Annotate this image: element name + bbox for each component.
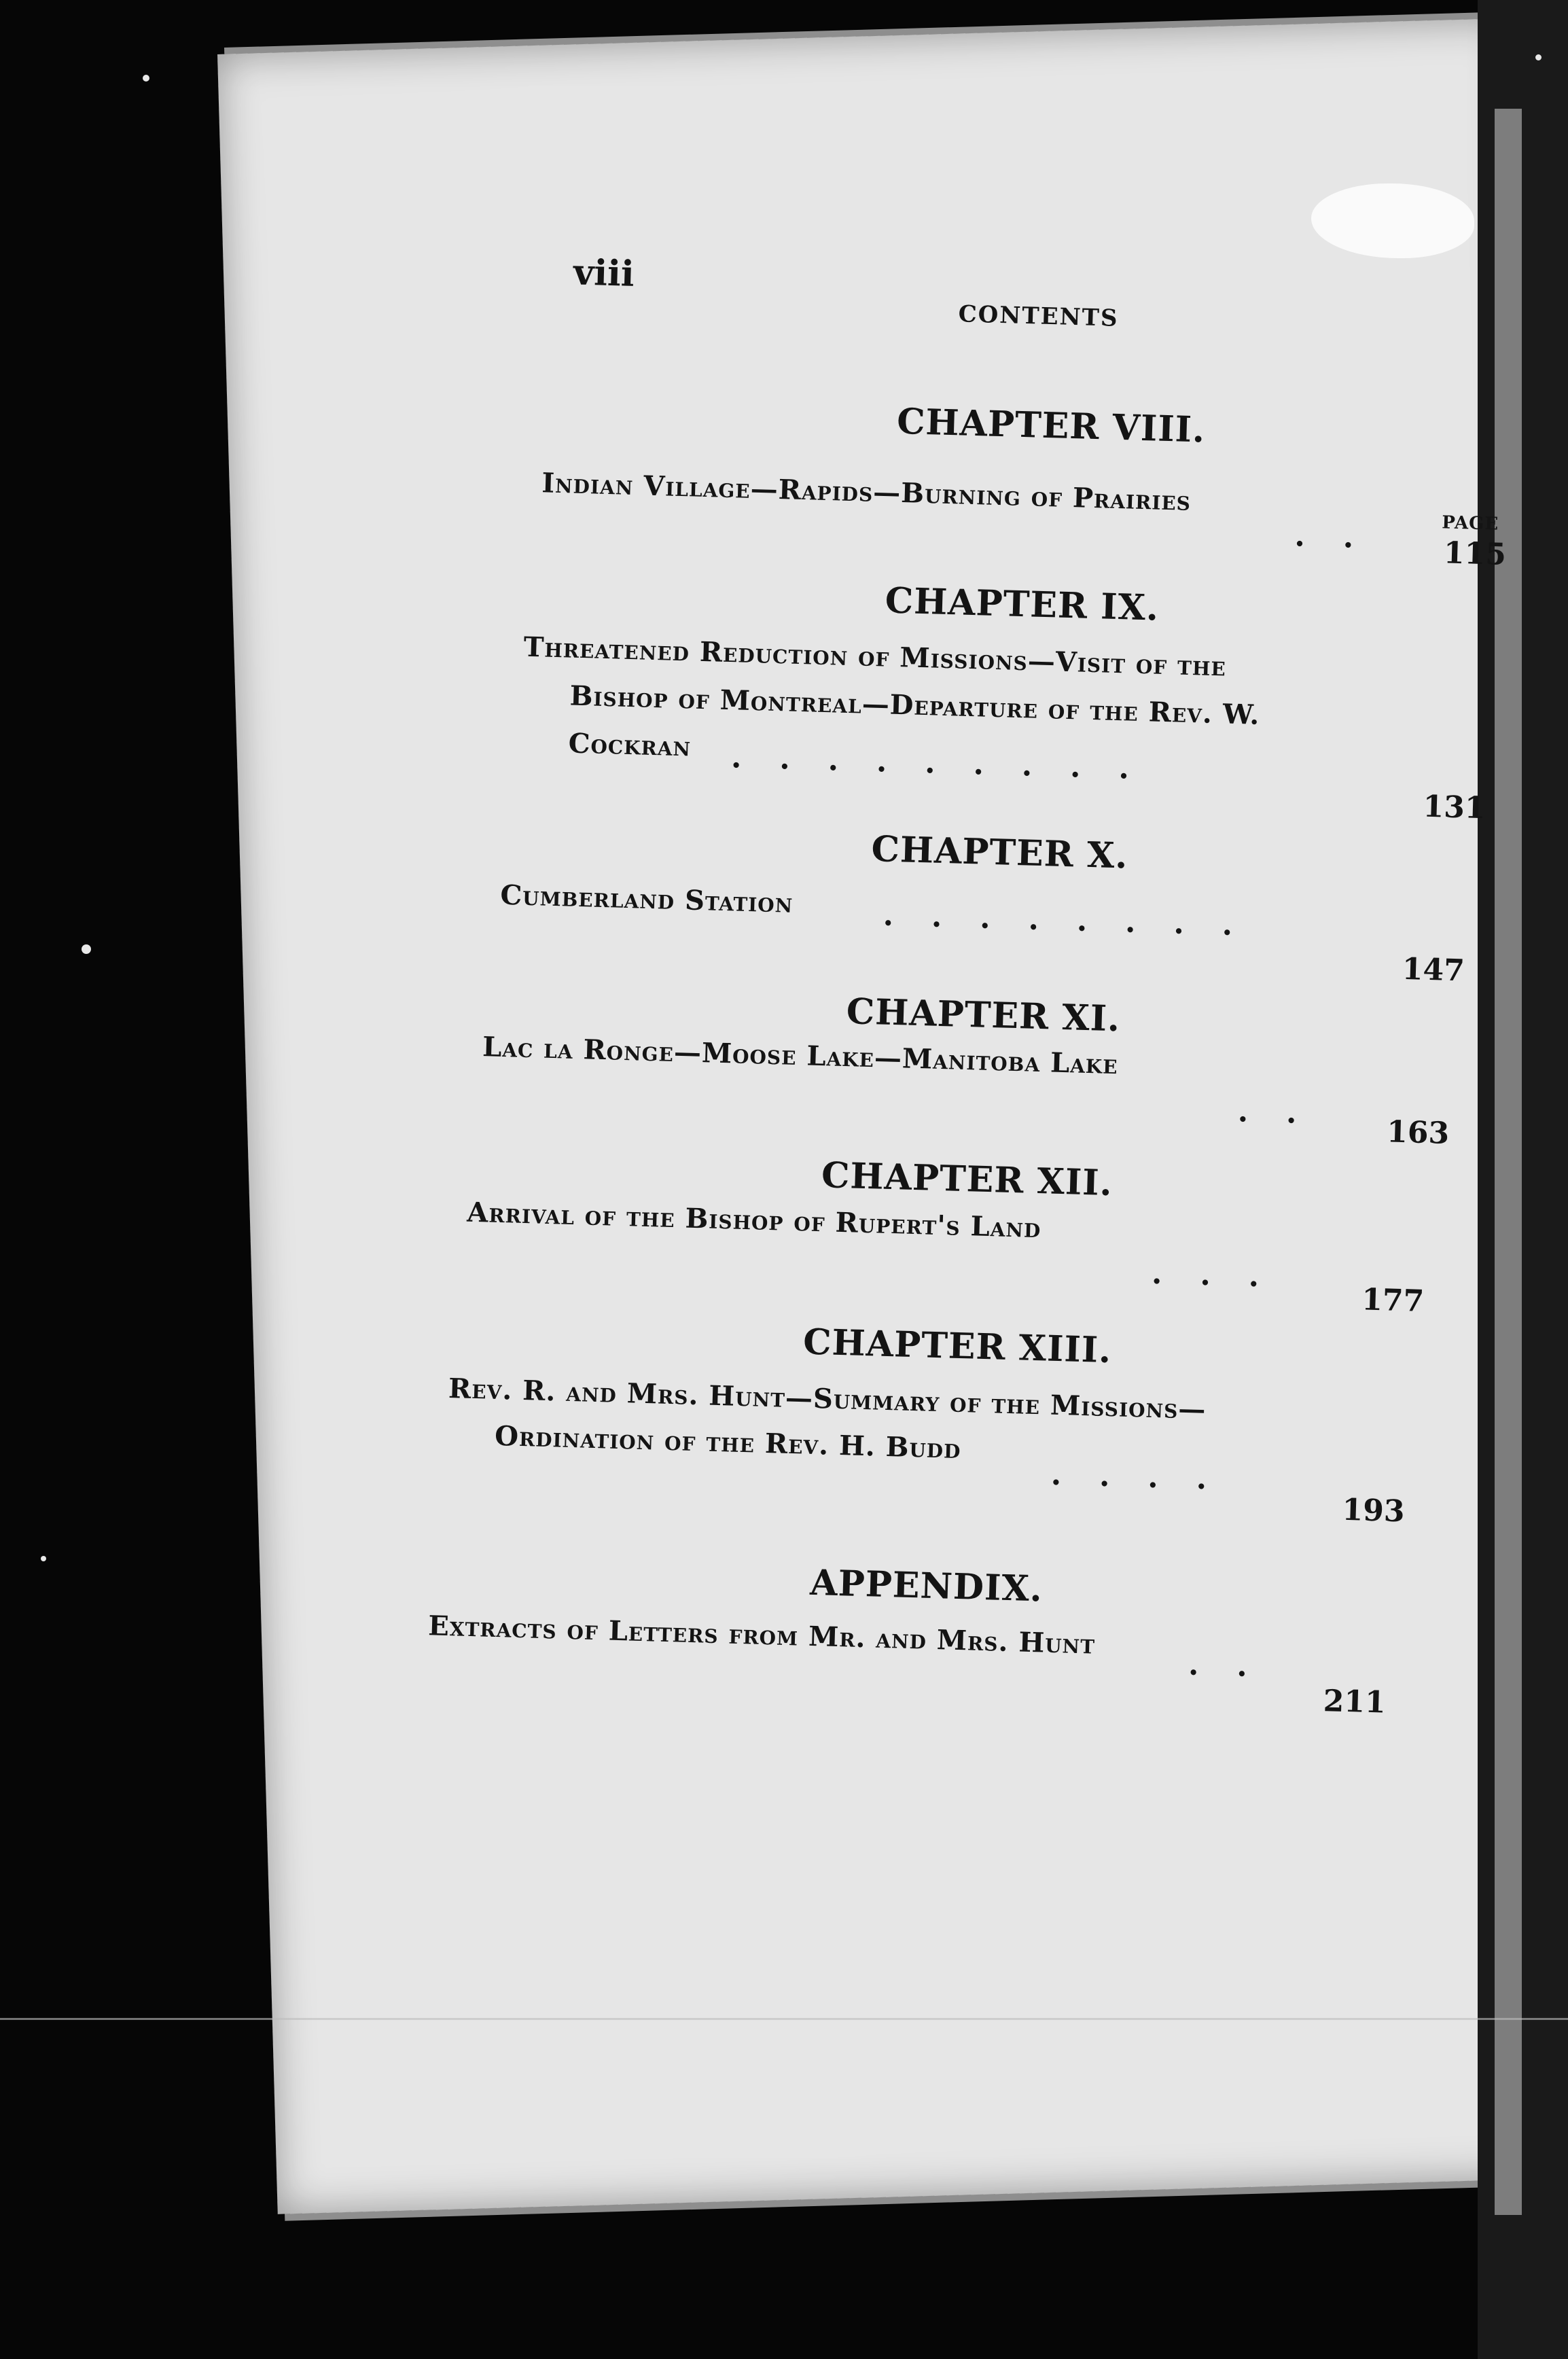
chapter-summary-line: Threatened Reduction of Missions—Visit of the — [523, 631, 1227, 683]
leader-dots: .. — [1294, 518, 1393, 556]
chapter-heading: CHAPTER XI. — [846, 991, 1121, 1040]
page-number: 177 — [1361, 1282, 1425, 1319]
chapter-summary-line: Ordination of the Rev. H. Budd — [494, 1419, 962, 1466]
appendix-summary-line: Extracts of Letters from Mr. and Mrs. Hunt — [427, 1610, 1096, 1661]
appendix-heading: APPENDIX. — [809, 1561, 1044, 1610]
running-head: CONTENTS — [958, 300, 1119, 332]
leader-dots: ... — [1151, 1256, 1298, 1295]
chapter-heading: CHAPTER XII. — [821, 1154, 1113, 1205]
leader-dots: .. — [1237, 1094, 1336, 1132]
page-number: 147 — [1402, 951, 1465, 989]
page-number: 211 — [1323, 1684, 1387, 1720]
chapter-summary-line: Lac la Ronge—Moose Lake—Manitoba Lake — [482, 1031, 1119, 1081]
chapter-summary-line: Bishop of Montreal—Departure of the Rev. W. — [569, 679, 1261, 731]
page-number: 163 — [1386, 1114, 1450, 1151]
page-number: 131 — [1422, 789, 1486, 826]
chapter-heading: CHAPTER XIII. — [802, 1321, 1113, 1372]
chapter-summary-line: Cumberland Station — [499, 879, 794, 919]
page-column-label: PAGE — [1441, 512, 1499, 535]
chapter-summary-line: Rev. R. and Mrs. Hunt—Summary of the Missions— — [448, 1372, 1207, 1426]
chapter-heading: CHAPTER X. — [870, 828, 1129, 877]
page-number: 115 — [1443, 535, 1507, 572]
leader-dots: ........ — [883, 898, 1271, 944]
chapter-heading: CHAPTER IX. — [884, 580, 1160, 629]
leader-dots: .... — [1050, 1457, 1245, 1497]
chapter-summary-line: Cockran — [568, 727, 692, 763]
page-number: 193 — [1341, 1492, 1406, 1529]
chapter-heading: CHAPTER VIII. — [896, 400, 1206, 451]
leader-dots: ......... — [730, 740, 1168, 787]
chapter-summary-line: Arrival of the Bishop of Rupert's Land — [466, 1196, 1042, 1245]
chapter-summary-line: Indian Village—Rapids—Burning of Prairies — [541, 467, 1192, 517]
leader-dots: .. — [1188, 1647, 1286, 1685]
page-folio: viii — [573, 251, 635, 295]
